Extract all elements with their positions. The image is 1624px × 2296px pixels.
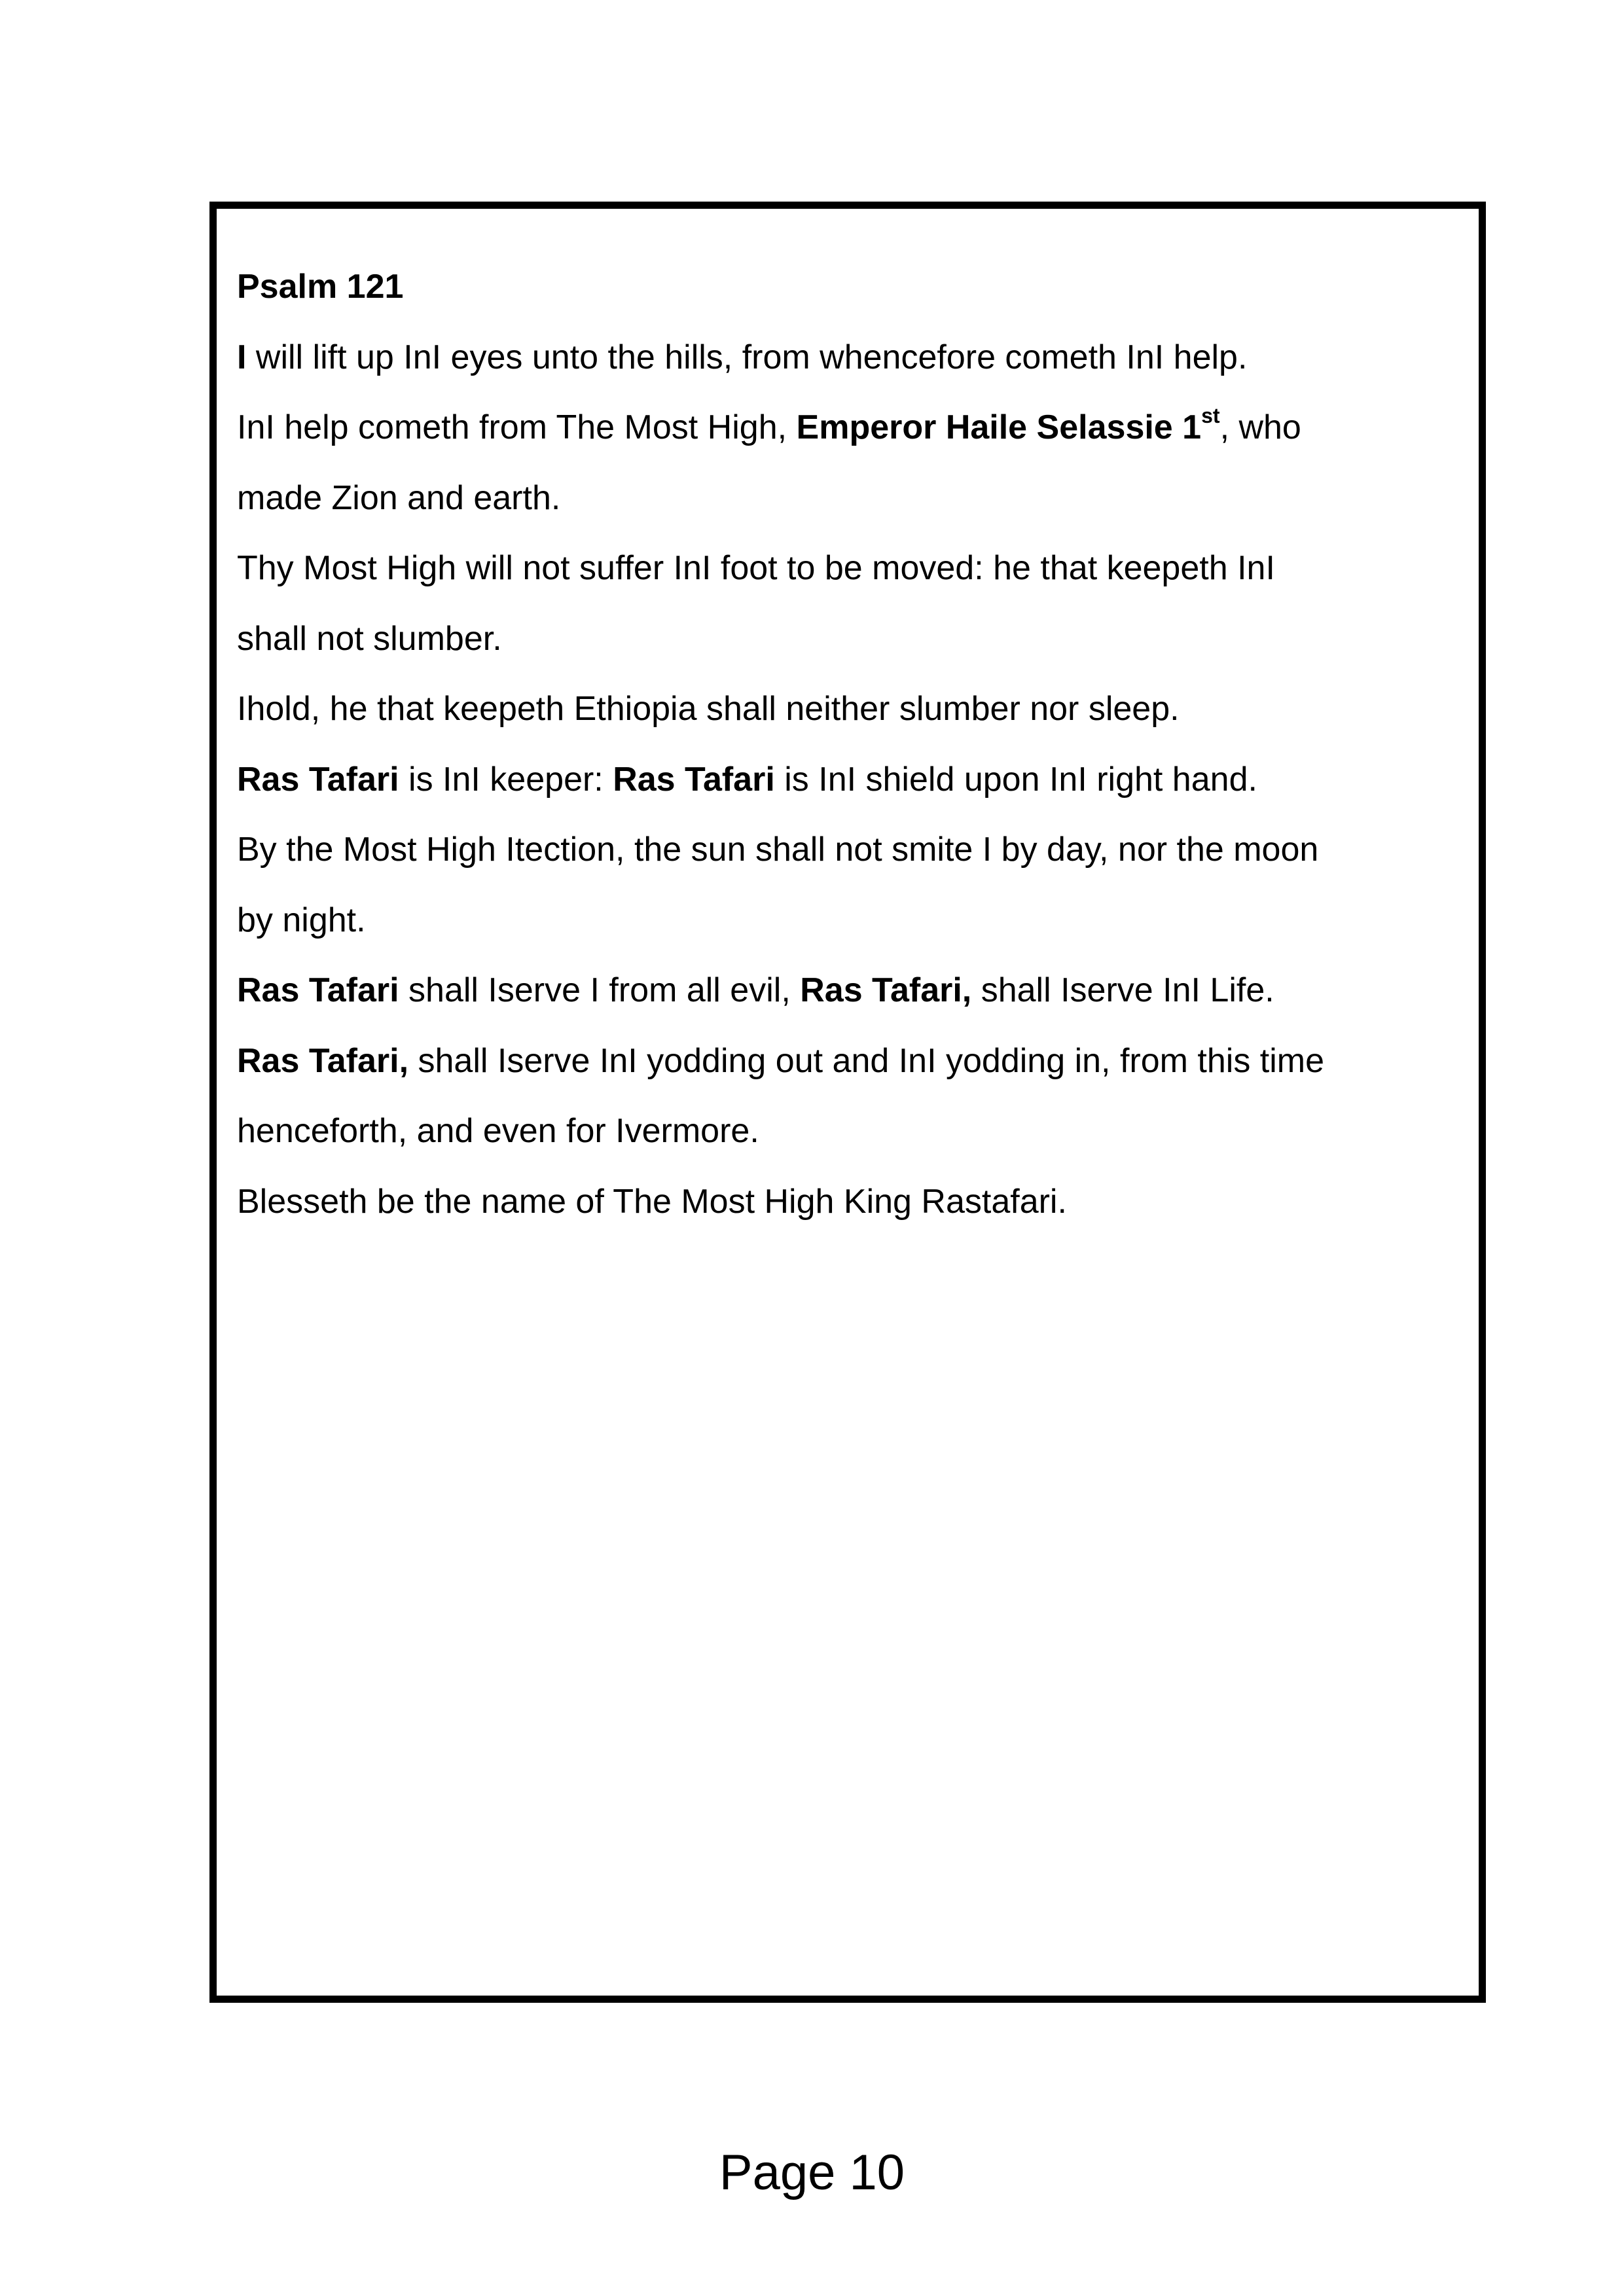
page-number: Page 10 (719, 2145, 905, 2200)
verse-line-8: By the Most High Itection, the sun shall not smite I by day, nor the moon (237, 831, 1319, 869)
verse-line-9: by night. (237, 901, 366, 939)
verse-line-10 (237, 956, 1481, 1026)
ordinal-suffix: st (1201, 403, 1220, 427)
verse-line-5: shall not slumber. (237, 619, 502, 658)
verse-line-3: made Zion and earth. (237, 478, 561, 517)
ras-tafari-name: Ras Tafari, (237, 1041, 409, 1080)
verse-line-12: henceforth, and even for Ivermore. (237, 1112, 759, 1150)
verse-text: is InI keeper: (399, 760, 613, 798)
ras-tafari-name: Ras Tafari (237, 760, 399, 798)
verse-text: InI help cometh from The Most High, (237, 408, 797, 446)
ras-tafari-name: Ras Tafari, (800, 971, 972, 1009)
verse-text: is InI shield upon InI right hand. (774, 760, 1257, 798)
emperor-name-text: Emperor Haile Selassie 1 (796, 408, 1202, 446)
verse-lead-word: I (237, 338, 247, 376)
verse-text: , who (1219, 408, 1301, 446)
verse-text: shall Iserve InI yodding out and InI yodding in, from this time (408, 1041, 1325, 1080)
verse-line-1 (237, 323, 1481, 393)
verse-line-2 (237, 393, 1481, 463)
verse-text: will lift up InI eyes unto the hills, from whencefore cometh InI help. (246, 338, 1248, 376)
ras-tafari-name: Ras Tafari (237, 971, 399, 1009)
emperor-name (796, 403, 1220, 446)
psalm-title: Psalm 121 (237, 268, 404, 306)
verse-line-11 (237, 1026, 1481, 1097)
verse-line-6: Ihold, he that keepeth Ethiopia shall neither slumber nor sleep. (237, 690, 1180, 728)
ras-tafari-name: Ras Tafari (613, 760, 775, 798)
psalm-text-block (237, 252, 1481, 1237)
verse-line-13: Blesseth be the name of The Most High King Rastafari. (237, 1182, 1067, 1221)
verse-line-7 (237, 745, 1481, 816)
verse-line-4: Thy Most High will not suffer InI foot to be moved: he that keepeth InI (237, 549, 1275, 587)
verse-text: shall Iserve InI Life. (971, 971, 1274, 1009)
verse-text: shall Iserve I from all evil, (399, 971, 801, 1009)
